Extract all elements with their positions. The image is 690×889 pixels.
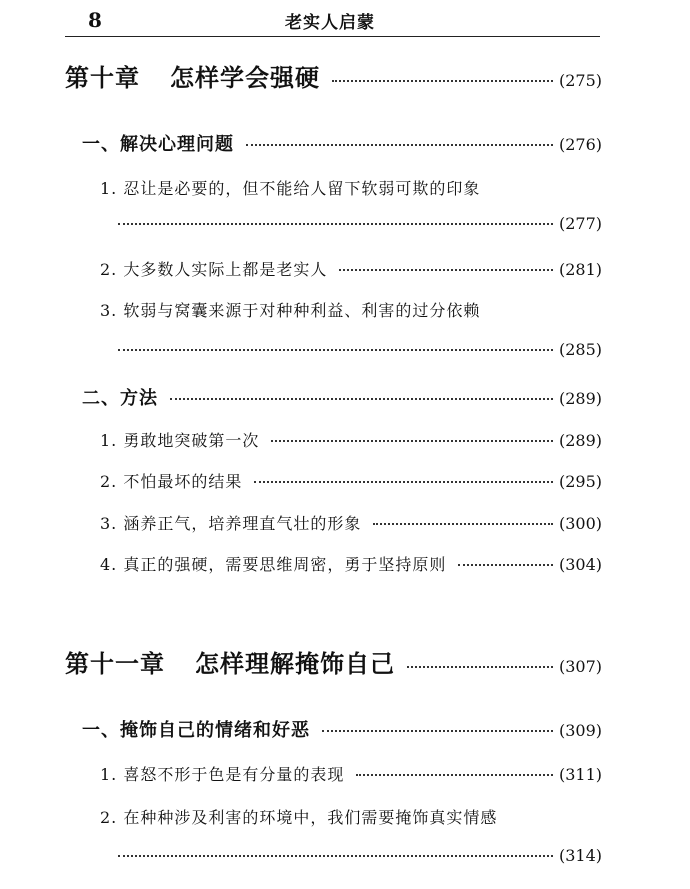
chapter-number: 第十章 <box>65 63 140 92</box>
toc-section[interactable] <box>82 716 602 746</box>
page-ref: (311) <box>558 765 602 784</box>
page-ref: (304) <box>558 555 602 574</box>
toc-item[interactable] <box>100 511 602 539</box>
toc-section[interactable] <box>82 130 602 160</box>
page-ref: (289) <box>558 389 602 408</box>
page-ref: (285) <box>558 340 602 359</box>
section-title: 一、解决心理问题 <box>82 134 234 155</box>
toc-section[interactable] <box>82 384 602 414</box>
dot-leader <box>254 480 553 483</box>
toc-chapter[interactable] <box>65 644 602 684</box>
dot-leader <box>118 348 553 351</box>
header-rule <box>65 36 600 37</box>
page-ref: (276) <box>558 135 602 154</box>
dot-leader <box>332 79 553 82</box>
chapter-number: 第十一章 <box>65 649 165 678</box>
toc-item-continuation[interactable] <box>118 340 602 368</box>
dot-leader <box>356 773 553 776</box>
toc-item-title[interactable]: 3. 软弱与窝囊来源于对种种利益、利害的过分依赖 <box>100 301 481 320</box>
page-ref: (275) <box>558 71 602 90</box>
toc-item-title: 1. 喜怒不形于色是有分量的表现 <box>100 765 345 784</box>
page-ref: (289) <box>558 431 602 450</box>
dot-leader <box>271 439 553 442</box>
section-title: 一、掩饰自己的情绪和好恶 <box>82 720 310 741</box>
toc-item[interactable] <box>100 762 602 790</box>
page-header <box>0 0 690 40</box>
dot-leader <box>118 854 553 857</box>
page-number: 8 <box>88 8 102 32</box>
toc-chapter[interactable] <box>65 58 602 98</box>
dot-leader <box>170 397 553 400</box>
page-ref: (314) <box>558 846 602 865</box>
toc-item-continuation[interactable] <box>118 846 602 874</box>
dot-leader <box>373 522 553 525</box>
page-ref: (307) <box>558 657 602 676</box>
toc-item[interactable] <box>100 552 602 580</box>
dot-leader <box>458 563 553 566</box>
toc-item[interactable] <box>100 469 602 497</box>
toc-item-title[interactable]: 1. 忍让是必要的，但不能给人留下软弱可欺的印象 <box>100 179 481 198</box>
dot-leader <box>246 143 553 146</box>
toc-item-title: 2. 不怕最坏的结果 <box>100 472 243 491</box>
section-title: 二、方法 <box>82 388 158 409</box>
dot-leader <box>407 665 553 668</box>
toc-item-title[interactable]: 2. 在种种涉及利害的环境中，我们需要掩饰真实情感 <box>100 808 498 827</box>
page-ref: (281) <box>558 260 602 279</box>
dot-leader <box>118 222 553 225</box>
dot-leader <box>339 268 553 271</box>
toc-item[interactable] <box>100 257 602 285</box>
dot-leader <box>322 729 553 732</box>
page-ref: (300) <box>558 514 602 533</box>
toc-item-title: 3. 涵养正气，培养理直气壮的形象 <box>100 514 362 533</box>
running-title: 老实人启蒙 <box>285 13 375 33</box>
chapter-title: 怎样学会强硬 <box>170 63 320 92</box>
page-ref: (309) <box>558 721 602 740</box>
toc-item[interactable] <box>100 428 602 456</box>
chapter-title: 怎样理解掩饰自己 <box>195 649 395 678</box>
toc-item-title: 1. 勇敢地突破第一次 <box>100 431 260 450</box>
page-ref: (295) <box>558 472 602 491</box>
toc-item-title: 4. 真正的强硬，需要思维周密，勇于坚持原则 <box>100 555 447 574</box>
toc-item-continuation[interactable] <box>118 214 602 242</box>
toc-item-title: 2. 大多数人实际上都是老实人 <box>100 260 328 279</box>
page-ref: (277) <box>558 214 602 233</box>
